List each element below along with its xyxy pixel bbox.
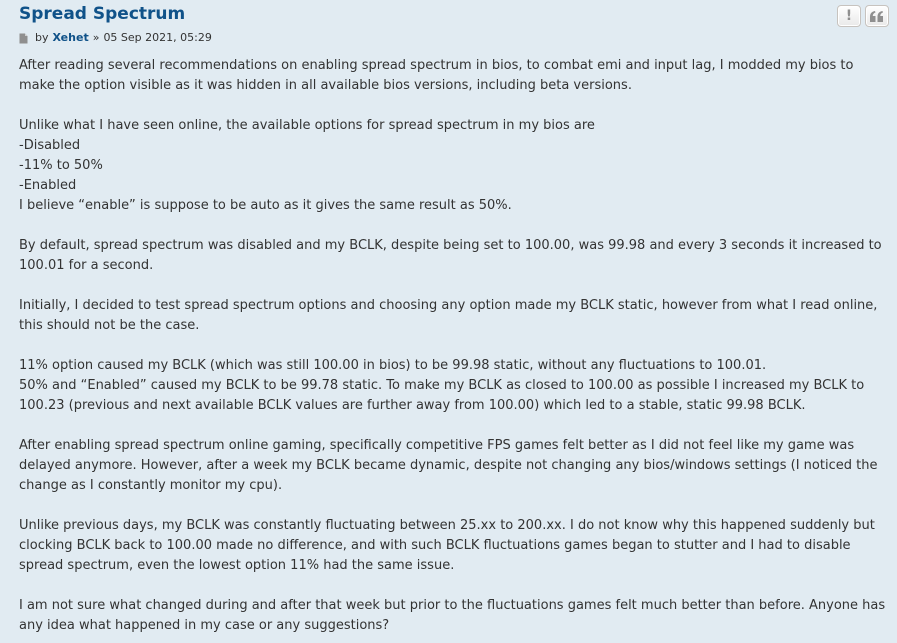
paragraph-gap	[19, 496, 889, 516]
post-text-line: -Disabled	[19, 138, 81, 153]
post-text-line: 50% and “Enabled” caused my BCLK to be 99.78 static. To make my BCLK as closed to 100.00 as possible I increased my BCLK to 100.23 (previous and next available BCLK values are further away from 100.00) which led to a stable, static 99.98 BCLK.	[19, 378, 865, 413]
quote-button[interactable]	[865, 5, 889, 27]
post-text-line: -Enabled	[19, 178, 77, 193]
post-icon	[19, 33, 28, 44]
paragraph-gap	[19, 416, 889, 436]
author-username[interactable]: Xehet	[52, 31, 89, 44]
quote-icon	[870, 11, 884, 22]
post-text-line: After reading several recommendations on enabling spread spectrum in bios, to combat emi and input lag, I modded my bios to make the option visible as it was hidden in all available bios versions, including beta versions.	[19, 58, 854, 93]
paragraph-gap	[19, 96, 889, 116]
post-text-line: After enabling spread spectrum online gaming, specifically competitive FPS games felt better as I did not feel like my game was delayed anymore. However, after a week my BCLK became dynamic, despite not changing any bios/windows settings (I noticed the change as I constantly monitor my cpu).	[19, 438, 878, 493]
post-content	[19, 56, 889, 636]
paragraph-gap	[19, 336, 889, 356]
by-label: by	[35, 31, 49, 44]
post-text-line: -11% to 50%	[19, 158, 103, 173]
report-button[interactable]	[837, 5, 861, 27]
paragraph-gap	[19, 276, 889, 296]
paragraph-gap	[19, 576, 889, 596]
post-buttons	[837, 5, 889, 27]
post-text-line: I am not sure what changed during and after that week but prior to the fluctuations games felt much better than before. Anyone has any idea what happened in my case or any suggestions?	[19, 598, 886, 633]
post-text-line: 11% option caused my BCLK (which was still 100.00 in bios) to be 99.98 static, without any fluctuations to 100.01.	[19, 358, 767, 373]
post-text-line: Initially, I decided to test spread spectrum options and choosing any option made my BCLK static, however from what I read online, this should not be the case.	[19, 298, 878, 333]
post-text-line: Unlike previous days, my BCLK was constantly fluctuating between 25.xx to 200.xx. I do not know why this happened suddenly but clocking BCLK back to 100.00 made no difference, and with such BCLK fluctuations games began to stutter and I had to disable spread spectrum, even the lowest option 11% had the same issue.	[19, 518, 875, 573]
post-title[interactable]: Spread Spectrum	[19, 4, 186, 24]
author-date-separator: »	[92, 31, 100, 44]
post-author-line	[19, 31, 887, 45]
report-icon: !	[845, 8, 853, 24]
paragraph-gap	[19, 216, 889, 236]
post-text-line: Unlike what I have seen online, the available options for spread spectrum in my bios are	[19, 118, 595, 133]
post-text-line: I believe “enable” is suppose to be auto as it gives the same result as 50%.	[19, 198, 512, 213]
post-text-line: By default, spread spectrum was disabled and my BCLK, despite being set to 100.00, was 99.98 and every 3 seconds it increased to 100.01 for a second.	[19, 238, 882, 273]
post-date: 05 Sep 2021, 05:29	[103, 31, 212, 44]
